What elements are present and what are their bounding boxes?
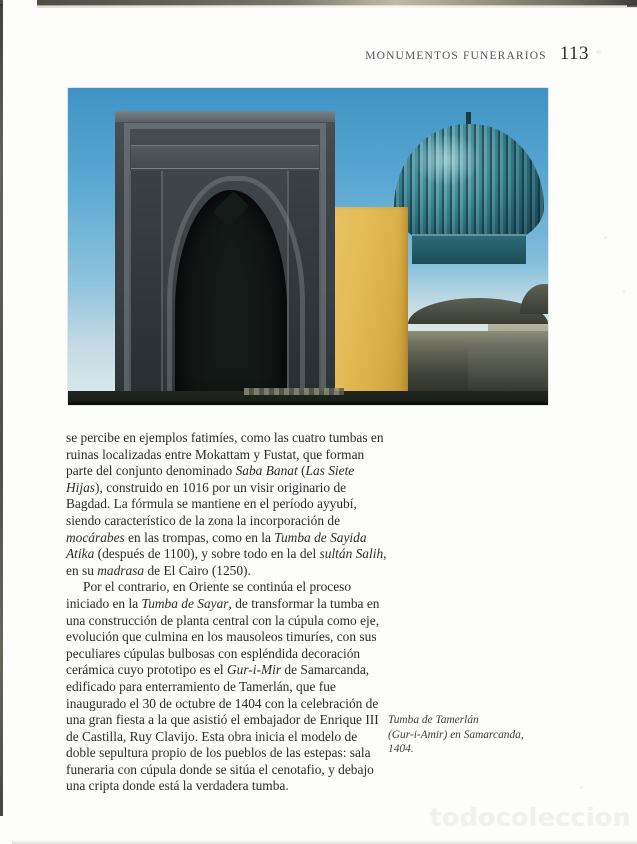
- torn-paper-edge: [3, 0, 37, 844]
- text-line: 1100), y sobre todo en la del: [163, 546, 320, 562]
- text-line: una gran fiesta a la que asistió el embajador de Enrique III: [66, 712, 379, 728]
- body-text-column: [66, 430, 388, 795]
- text-line: Por el contrario, en Oriente se continúa el proceso: [83, 579, 352, 595]
- iwan-side-panel-left: [129, 171, 163, 405]
- scan-speck: [596, 50, 601, 54]
- text-line: característico de la zona la incorporación de: [104, 512, 341, 528]
- text-line: funeraria con cúpula donde se sitúa el cenotafio, y debajo: [66, 761, 374, 777]
- text-line: , en su: [66, 546, 387, 578]
- term-italic: madrasa: [97, 562, 145, 578]
- photo-iwan-portal: [115, 111, 335, 405]
- caption-line-1: Tumba de Tamerlán: [388, 714, 479, 726]
- caption-line-2: (Gur-i-Amir) en Samarcanda,: [388, 728, 524, 741]
- text-line: inaugurado el 30 de octubre de 1404 con la celebración de: [66, 695, 379, 711]
- scan-corner-notch: [627, 4, 637, 7]
- text-line: edificado para enterramiento de Tamerlán, que fue: [66, 678, 336, 694]
- term-italic: sultán Salih: [319, 546, 384, 562]
- title-italic: Las Siete Hijas: [66, 463, 355, 495]
- dome-drum: [412, 234, 526, 264]
- title-italic: Saba Banat: [235, 463, 298, 479]
- photo-bottom-shadow: [68, 402, 548, 405]
- text-line: iniciado en la: [66, 595, 142, 611]
- scan-speck: [580, 786, 583, 789]
- text-line: ),: [95, 479, 103, 495]
- text-line: evolución que culmina en los mausoleos timuríes, con sus: [66, 629, 377, 645]
- text-line: cerámica cuyo prototipo es el: [66, 662, 227, 678]
- text-line: ruinas localizadas entre Mokattam y Fustat, que forman parte: [66, 446, 365, 479]
- text-line: una construcción de planta central con la cúpula como eje,: [66, 612, 380, 628]
- title-italic: Tumba de Sayida Atika: [66, 529, 367, 562]
- text-line: una cripta donde está la verdadera tumba.: [66, 778, 289, 794]
- iwan-cornice: [115, 111, 335, 122]
- figure-caption: [388, 713, 563, 757]
- text-line: del conjunto denominado: [96, 463, 236, 479]
- text-line: de El Cairo (1250).: [147, 562, 251, 578]
- paragraph-1: [66, 430, 388, 579]
- title-italic: Tumba de Sayar: [141, 595, 229, 611]
- text-line: se percibe en ejemplos fatimíes, como las cuatro tumbas en: [66, 430, 384, 445]
- text-line: las trompas, como en la: [144, 529, 275, 545]
- photo-foreground-kerb: [244, 388, 344, 395]
- photo-ribbed-dome: [394, 106, 544, 258]
- text-line: , de transformar la tumba en: [228, 595, 380, 611]
- text-line: fórmula se mantiene en el período ayyubí, siendo: [66, 496, 357, 528]
- running-head: [365, 43, 589, 65]
- page-number: 113: [559, 43, 589, 64]
- text-line: de Castilla, Ruy Clavijo. Esta obra inicia el modelo de doble: [66, 728, 358, 761]
- term-italic: mocárabes: [66, 529, 125, 545]
- text-line: en: [124, 529, 141, 545]
- scan-top-highlight: [0, 5, 637, 8]
- scan-speck: [604, 236, 607, 239]
- scan-speck: [622, 290, 626, 293]
- watermark-todocoleccion: todocoleccion: [429, 803, 631, 832]
- text-line: peculiares cúpulas bulbosas con espléndida decoración: [66, 645, 361, 661]
- text-line: (: [297, 463, 306, 479]
- text-line: construido en 1016 por un visir originario de Bagdad. La: [66, 479, 347, 512]
- paragraph-2: [66, 579, 388, 795]
- text-line: (después de: [94, 546, 161, 562]
- text-line: de Samarcanda,: [281, 662, 370, 678]
- title-italic: Gur-i-Mir: [227, 662, 282, 678]
- running-head-title: MONUMENTOS FUNERARIOS: [365, 50, 547, 62]
- text-line: sepultura propio de los pueblos de las estepas: sala: [99, 745, 371, 761]
- dome-highlight: [412, 134, 481, 186]
- photo-ochre-wall: [327, 207, 408, 405]
- figure-photograph: [68, 88, 548, 405]
- scan-bottom-shade: [12, 840, 637, 844]
- caption-line-3: 1404.: [388, 743, 414, 756]
- iwan-inscription-band: [131, 145, 319, 169]
